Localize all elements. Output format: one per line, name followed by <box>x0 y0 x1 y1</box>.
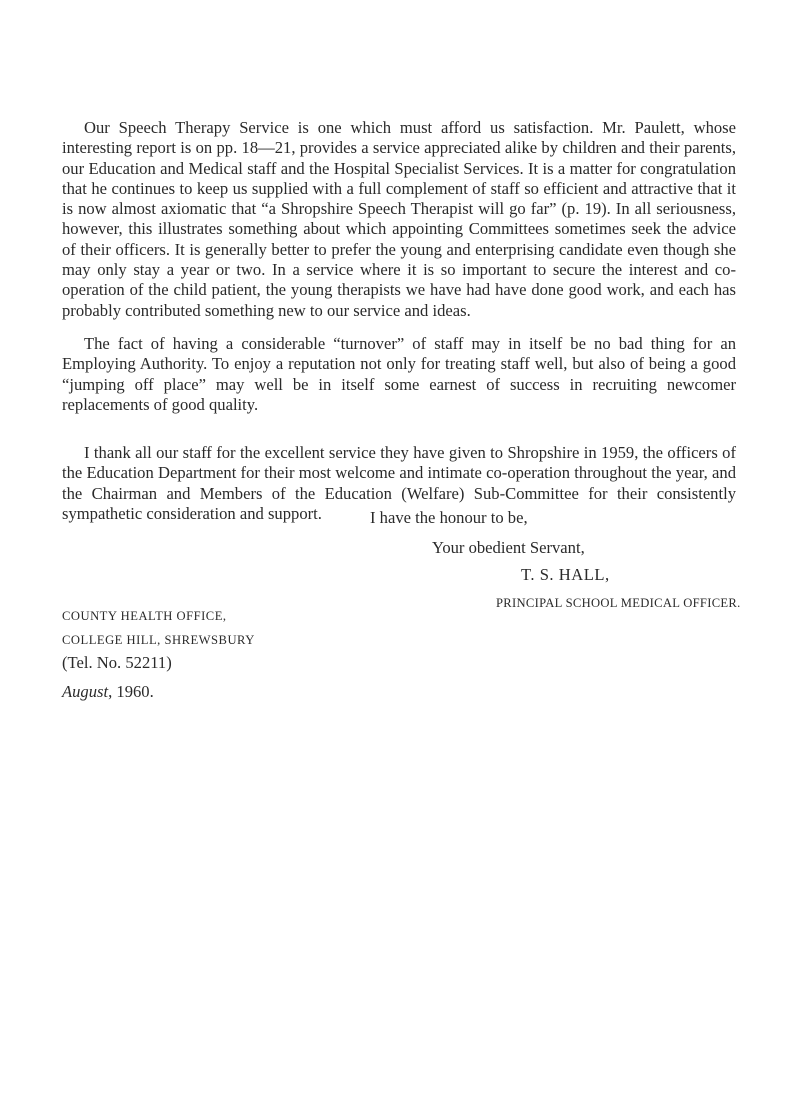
signature-title: PRINCIPAL SCHOOL MEDICAL OFFICER. <box>496 596 741 610</box>
address-telephone: (Tel. No. 52211) <box>62 653 172 672</box>
paragraph-speech-therapy: Our Speech Therapy Service is one which must afford us satisfaction. Mr. Paulett, whose interesting report is on pp. 18—21, provides a service appreciated alike by children and their parents, our Education and Medical staff and the Hospital Specialist Services. It is a matter for congratulation that he continues to keep us supplied with a full complement of staff so efficient and attractive that it is now almost axiomatic that “a Shropshire Speech Therapist will go far” (p. 19). In all seriousness, however, this illustrates something about which appointing Committees sometimes seek the advice of their officers. It is generally better to prefer the young and enterprising candidate even though she may only stay a year or two. In a service where it is so important to secure the interest and co-operation of the child patient, the young therapists we have had have done good work, and each has probably contributed something new to our service and ideas. <box>62 118 736 320</box>
address-location: COLLEGE HILL, SHREWSBURY <box>62 633 255 647</box>
paragraph-acknowledgements: I thank all our staff for the excellent service they have given to Shropshire in 1959, the officers of the Education Department for their most welcome and intimate co-operation throughout the year, and the Chairman and Members of the Education (Welfare) Sub-Committee for their consistently sympathetic consideration and support. <box>62 443 736 523</box>
address-date <box>62 682 154 702</box>
signature-servant: Your obedient Servant, <box>432 538 585 557</box>
signature-closing: I have the honour to be, <box>370 508 528 527</box>
date-year: , 1960. <box>108 682 154 701</box>
address-office: COUNTY HEALTH OFFICE, <box>62 609 227 623</box>
paragraph-staff-turnover: The fact of having a considerable “turnover” of staff may in itself be no bad thing for an Employing Authority. To enjoy a reputation not only for treating staff well, but also of being a good “jumping off place” may well be in itself some earnest of success in recruiting newcomer replacements of good quality. <box>62 334 736 414</box>
signature-name: T. S. HALL, <box>521 565 610 584</box>
date-month: August <box>62 682 109 701</box>
